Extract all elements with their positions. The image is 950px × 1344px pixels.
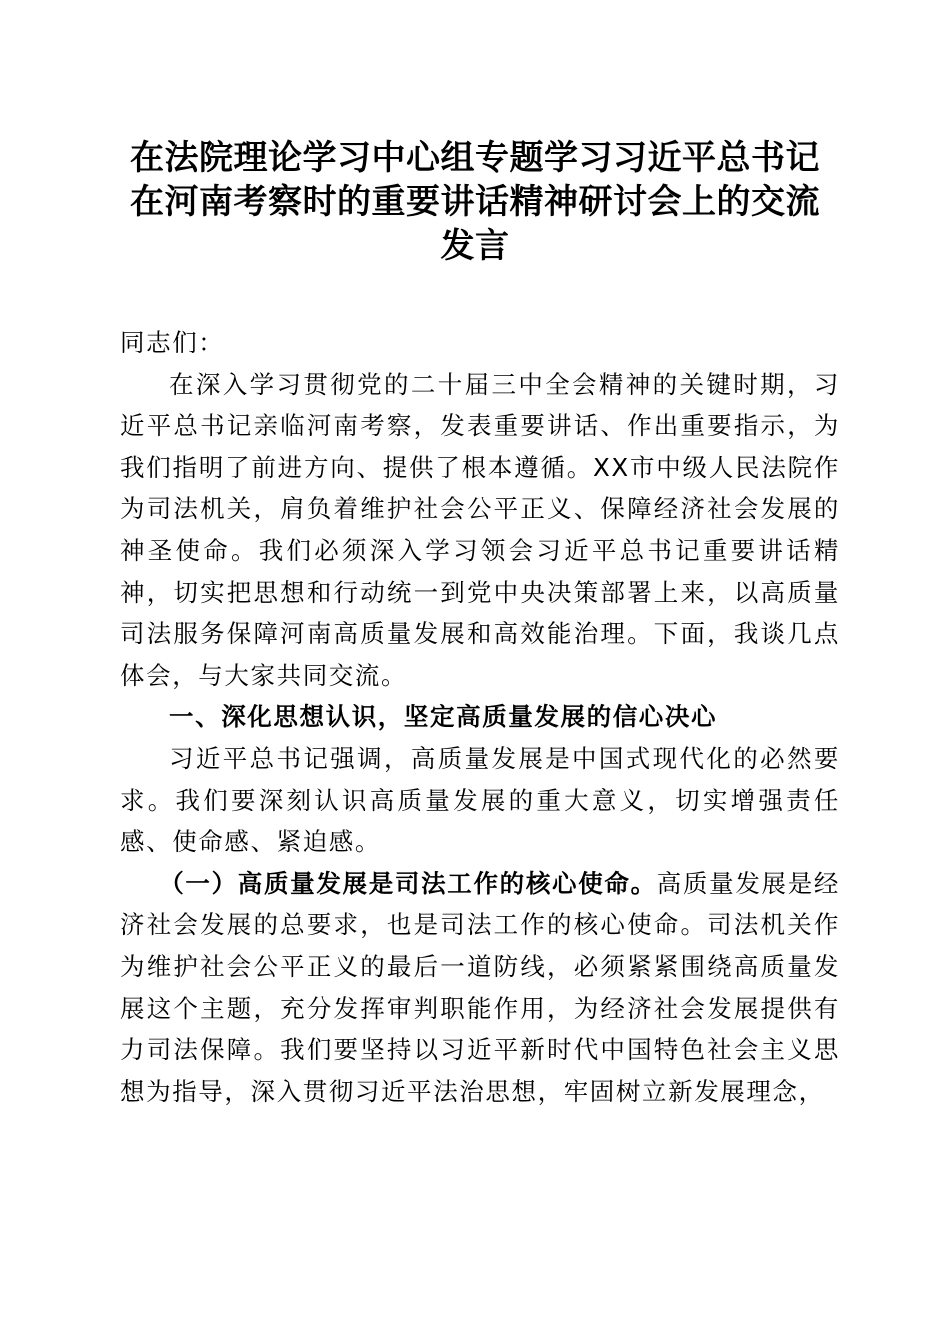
document-title: [100, 136, 850, 268]
title-line-1: 在法院理论学习中心组专题学习习近平总书记: [130, 138, 820, 178]
title-line-2: 在河南考察时的重要讲话精神研讨会上的交流: [130, 182, 820, 222]
section-1-intro: 习近平总书记强调，高质量发展是中国式现代化的必然要求。我们要深刻认识高质量发展的重大意义，切实增强责任感、使命感、紧迫感。: [120, 743, 840, 857]
subsection-1-text: 高质量发展是经济社会发展的总要求，也是司法工作的核心使命。司法机关作为维护社会公平正义的最后一道防线，必须紧紧围绕高质量发展这个主题，充分发挥审判职能作用，为经济社会发展提供有力司法保障。我们要坚持以习近平新时代中国特色社会主义思想为指导，深入贯彻习近平法治思想，牢固树立新发展理念，: [120, 868, 840, 1106]
subsection-1-paragraph: [120, 863, 840, 1113]
document-body: [120, 322, 840, 1112]
intro-paragraph: 在深入学习贯彻党的二十届三中全会精神的关键时期，习近平总书记亲临河南考察，发表重要讲话、作出重要指示，为我们指明了前进方向、提供了根本遵循。XX市中级人民法院作为司法机关，肩负着维护社会公平正义、保障经济社会发展的神圣使命。我们必须深入学习领会习近平总书记重要讲话精神，切实把思想和行动统一到党中央决策部署上来，以高质量司法服务保障河南高质量发展和高效能治理。下面，我谈几点体会，与大家共同交流。: [120, 369, 840, 690]
section-heading-1: 一、深化思想认识，坚定高质量发展的信心决心: [169, 702, 718, 732]
salutation: 同志们：: [120, 328, 225, 357]
title-line-3: 发言: [440, 226, 510, 266]
subsection-1-lead: （一）高质量发展是司法工作的核心使命。: [159, 868, 657, 898]
